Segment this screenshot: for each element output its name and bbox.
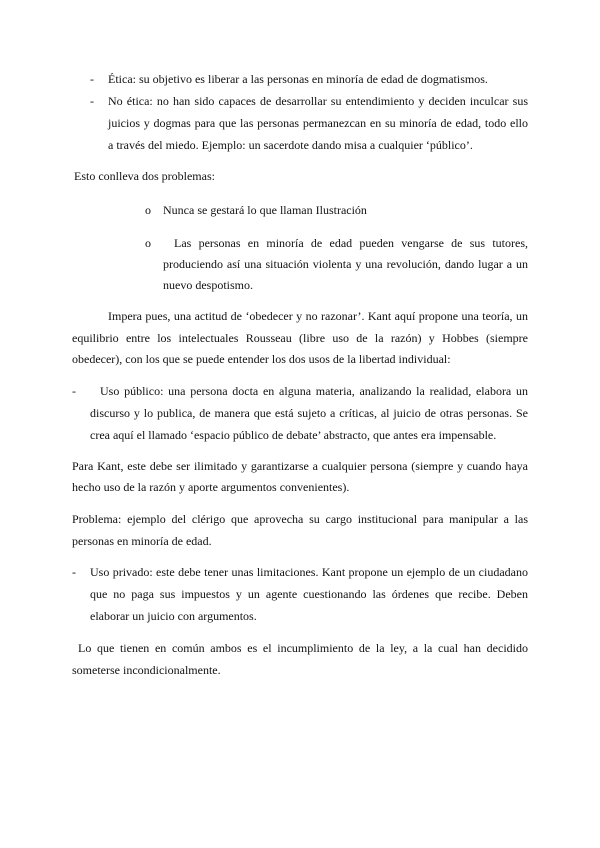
problem-2-line3: nuevo despotismo. (163, 278, 253, 292)
uso-privado-line2: que no paga sus impuestos y un agente cuestionando las órdenes que recibe. Deben (90, 587, 528, 601)
para-comun-line2: someterse incondicionalmente. (72, 663, 221, 677)
uso-privado-line1: Uso privado: este debe tener unas limitaciones. Kant propone un ejemplo de un ciudadano (90, 565, 528, 579)
uso-publico-line3: crea aquí el llamado ‘espacio público de debate’ abstracto, que antes era impensable. (90, 428, 497, 442)
problems-intro: Esto conlleva dos problemas: (74, 169, 215, 183)
bullet-dash: - (72, 565, 76, 579)
uso-privado-line3: elaborar un juicio con argumentos. (90, 609, 257, 623)
uso-publico-line1: Uso público: una persona docta en alguna materia, analizando la realidad, elabora un (100, 384, 528, 398)
bullet-no-etica-line3: a través del miedo. Ejemplo: un sacerdote dando misa a cualquier ‘público’. (108, 138, 473, 152)
bullet-circle: o (145, 203, 151, 217)
bullet-no-etica-line1: No ética: no han sido capaces de desarrollar su entendimiento y deciden inculcar sus (108, 94, 528, 108)
bullet-dash: - (90, 94, 94, 108)
para-impera-line3: obedecer), con los que se puede entender los dos usos de la libertad individual: (72, 352, 451, 366)
bullet-no-etica-line2: juicios y dogmas para que las personas permanezcan en su minoría de edad, todo ello (108, 116, 528, 130)
para-kant-line1: Para Kant, este debe ser ilimitado y garantizarse a cualquier persona (siempre y cuando haya (72, 459, 528, 473)
bullet-etica: Ética: su objetivo es liberar a las personas en minoría de edad de dogmatismos. (108, 72, 488, 86)
para-impera-line2: equilibrio entre los intelectuales Rousseau (libre uso de la razón) y Hobbes (siempre (72, 331, 528, 345)
problem-2-line2: produciendo así una situación violenta y una revolución, dando lugar a un (163, 257, 528, 271)
bullet-dash: - (72, 384, 76, 398)
bullet-circle: o (145, 236, 151, 250)
problem-1: Nunca se gestará lo que llaman Ilustración (163, 203, 367, 217)
para-kant-line2: hecho uso de la razón y aporte argumentos convenientes). (72, 480, 350, 494)
uso-publico-line2: discurso y lo publica, de manera que está sujeto a críticas, al juicio de otras personas. Se (90, 406, 528, 420)
para-impera-line1: Impera pues, una actitud de ‘obedecer y no razonar’. Kant aquí propone una teoría, un (108, 309, 528, 323)
bullet-dash: - (90, 72, 94, 86)
para-problema-line1: Problema: ejemplo del clérigo que aprovecha su cargo institucional para manipular a las (72, 512, 528, 526)
para-problema-line2: personas en minoría de edad. (72, 534, 212, 548)
problem-2-line1: Las personas en minoría de edad pueden vengarse de sus tutores, (174, 236, 528, 250)
para-comun-line1: Lo que tienen en común ambos es el incumplimiento de la ley, a la cual han decidido (78, 641, 528, 655)
